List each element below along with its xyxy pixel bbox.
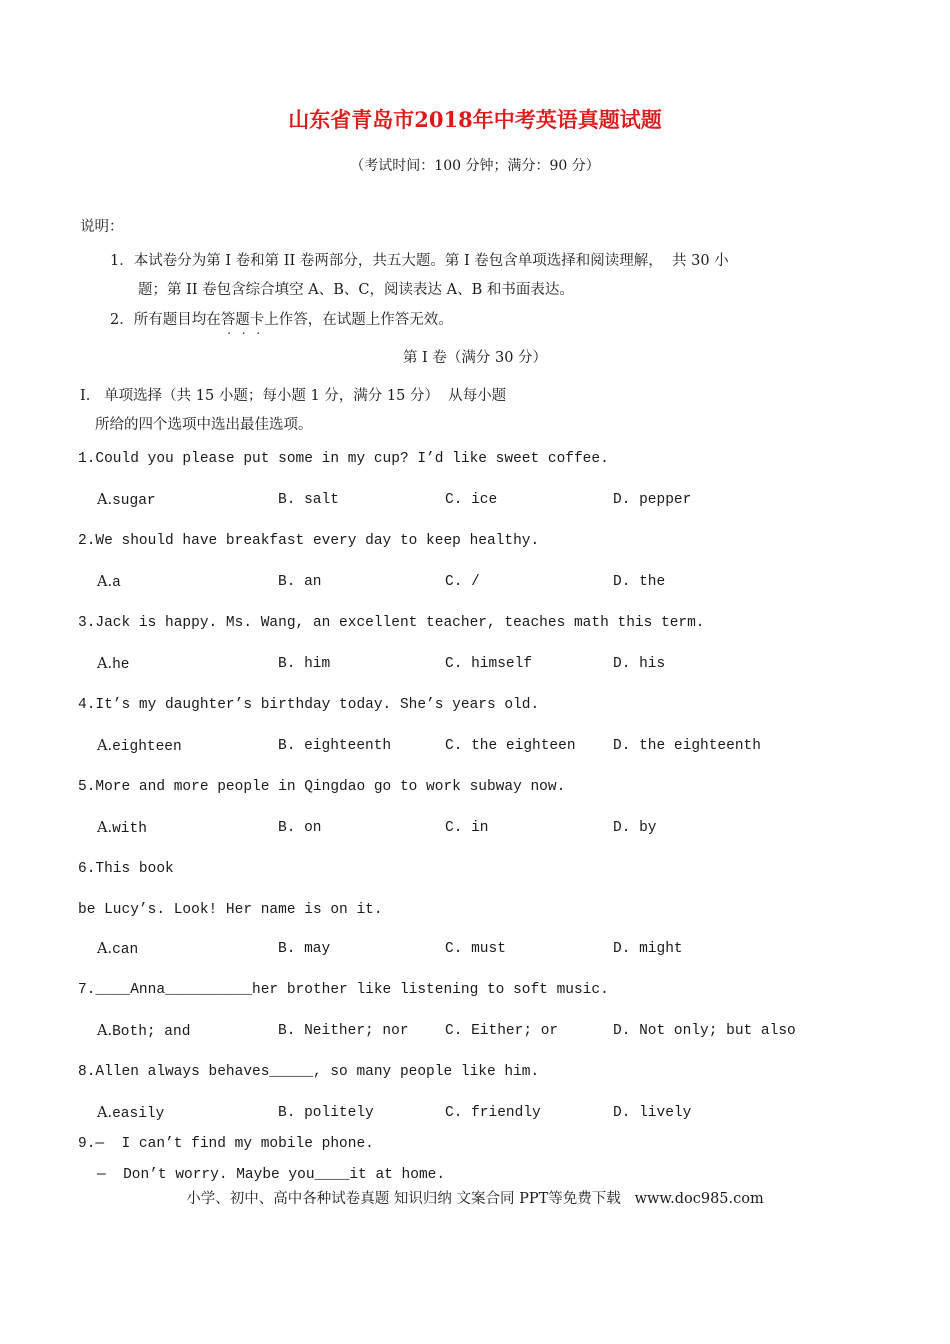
- option-a: A.sugar: [97, 492, 156, 509]
- option-a: A.a: [97, 574, 121, 591]
- question-stem: 6.This book: [78, 861, 174, 877]
- question-stem-continued: — Don’t worry. Maybe you____it at home.: [97, 1167, 446, 1183]
- option-c: C. himself: [445, 656, 533, 672]
- option-a: A.can: [97, 941, 139, 958]
- option-b: B. salt: [278, 492, 339, 508]
- option-b: B. may: [278, 941, 331, 957]
- question-stem: 2.We should have breakfast every day to keep healthy.: [78, 533, 540, 549]
- notes-item-1-line-1: 1．本试卷分为第 I 卷和第 II 卷两部分，共五大题。第 I 卷包含单项选择和阅读理解， 共 30 小: [110, 253, 729, 269]
- option-b: B. on: [278, 820, 322, 836]
- option-c: C. must: [445, 941, 506, 957]
- section-heading: 第 I 卷（满分 30 分）: [402, 350, 548, 366]
- option-d: D. might: [613, 941, 683, 957]
- notes-item-2-prefix: 2．所有题目均在: [110, 312, 221, 328]
- question-stem: 4.It’s my daughter’s birthday today. She’s years old.: [78, 697, 540, 713]
- question-stem: 8.Allen always behaves_____, so many people like him.: [78, 1064, 540, 1080]
- option-b: B. eighteenth: [278, 738, 392, 754]
- question-stem-continued: be Lucy’s. Look! Her name is on it.: [78, 902, 383, 918]
- option-c: C. friendly: [445, 1105, 541, 1121]
- question-stem: 5.More and more people in Qingdao go to work subway now.: [78, 779, 566, 795]
- option-d: D. the eighteenth: [613, 738, 761, 754]
- option-c: C. Either; or: [445, 1023, 559, 1039]
- option-d: D. his: [613, 656, 666, 672]
- notes-item-2-suffix: 上作答，在试题上作答无效。: [264, 312, 453, 328]
- notes-item-2: [110, 308, 453, 329]
- option-c: C. in: [445, 820, 489, 836]
- option-c: C. /: [445, 574, 480, 590]
- emphasis-dot-char: 题: [235, 312, 250, 328]
- question-stem: 7.____Anna__________her brother like listening to soft music.: [78, 982, 609, 998]
- notes-heading: 说明：: [80, 219, 124, 235]
- question-stem: 9.— I can’t find my mobile phone.: [78, 1136, 374, 1152]
- option-d: D. Not only; but also: [613, 1023, 796, 1039]
- part-instruction-line-1: I. 单项选择（共 15 小题；每小题 1 分，满分 15 分） 从每小题: [80, 388, 507, 404]
- option-b: B. politely: [278, 1105, 374, 1121]
- option-c: C. the eighteen: [445, 738, 576, 754]
- option-d: D. pepper: [613, 492, 692, 508]
- option-b: B. Neither; nor: [278, 1023, 409, 1039]
- document-title: 山东省青岛市2018年中考英语真题试题: [288, 107, 662, 132]
- option-b: B. him: [278, 656, 331, 672]
- option-a: A.he: [97, 656, 130, 673]
- emphasis-dot-char: 卡: [249, 312, 265, 328]
- option-a: A.eighteen: [97, 738, 182, 755]
- emphasis-dot-char: 答: [220, 312, 236, 328]
- option-d: D. by: [613, 820, 657, 836]
- part-instruction-line-2: 所给的四个选项中选出最佳选项。: [95, 417, 313, 433]
- option-a: A.easily: [97, 1105, 165, 1122]
- option-d: D. lively: [613, 1105, 692, 1121]
- question-stem: 3.Jack is happy. Ms. Wang, an excellent teacher, teaches math this term.: [78, 615, 705, 631]
- option-d: D. the: [613, 574, 666, 590]
- option-a: A.with: [97, 820, 147, 837]
- option-c: C. ice: [445, 492, 498, 508]
- option-a: A.Both; and: [97, 1023, 191, 1040]
- page-footer: 小学、初中、高中各种试卷真题 知识归纳 文案合同 PPT等免费下载 www.doc985.com: [186, 1191, 764, 1207]
- question-stem: 1.Could you please put some in my cup? I’d like sweet coffee.: [78, 451, 609, 467]
- option-b: B. an: [278, 574, 322, 590]
- exam-time-info: （考试时间：100 分钟；满分：90 分）: [350, 158, 600, 174]
- notes-item-1-line-2: 题；第 II 卷包含综合填空 A、B、C，阅读表达 A、B 和书面表达。: [138, 282, 574, 298]
